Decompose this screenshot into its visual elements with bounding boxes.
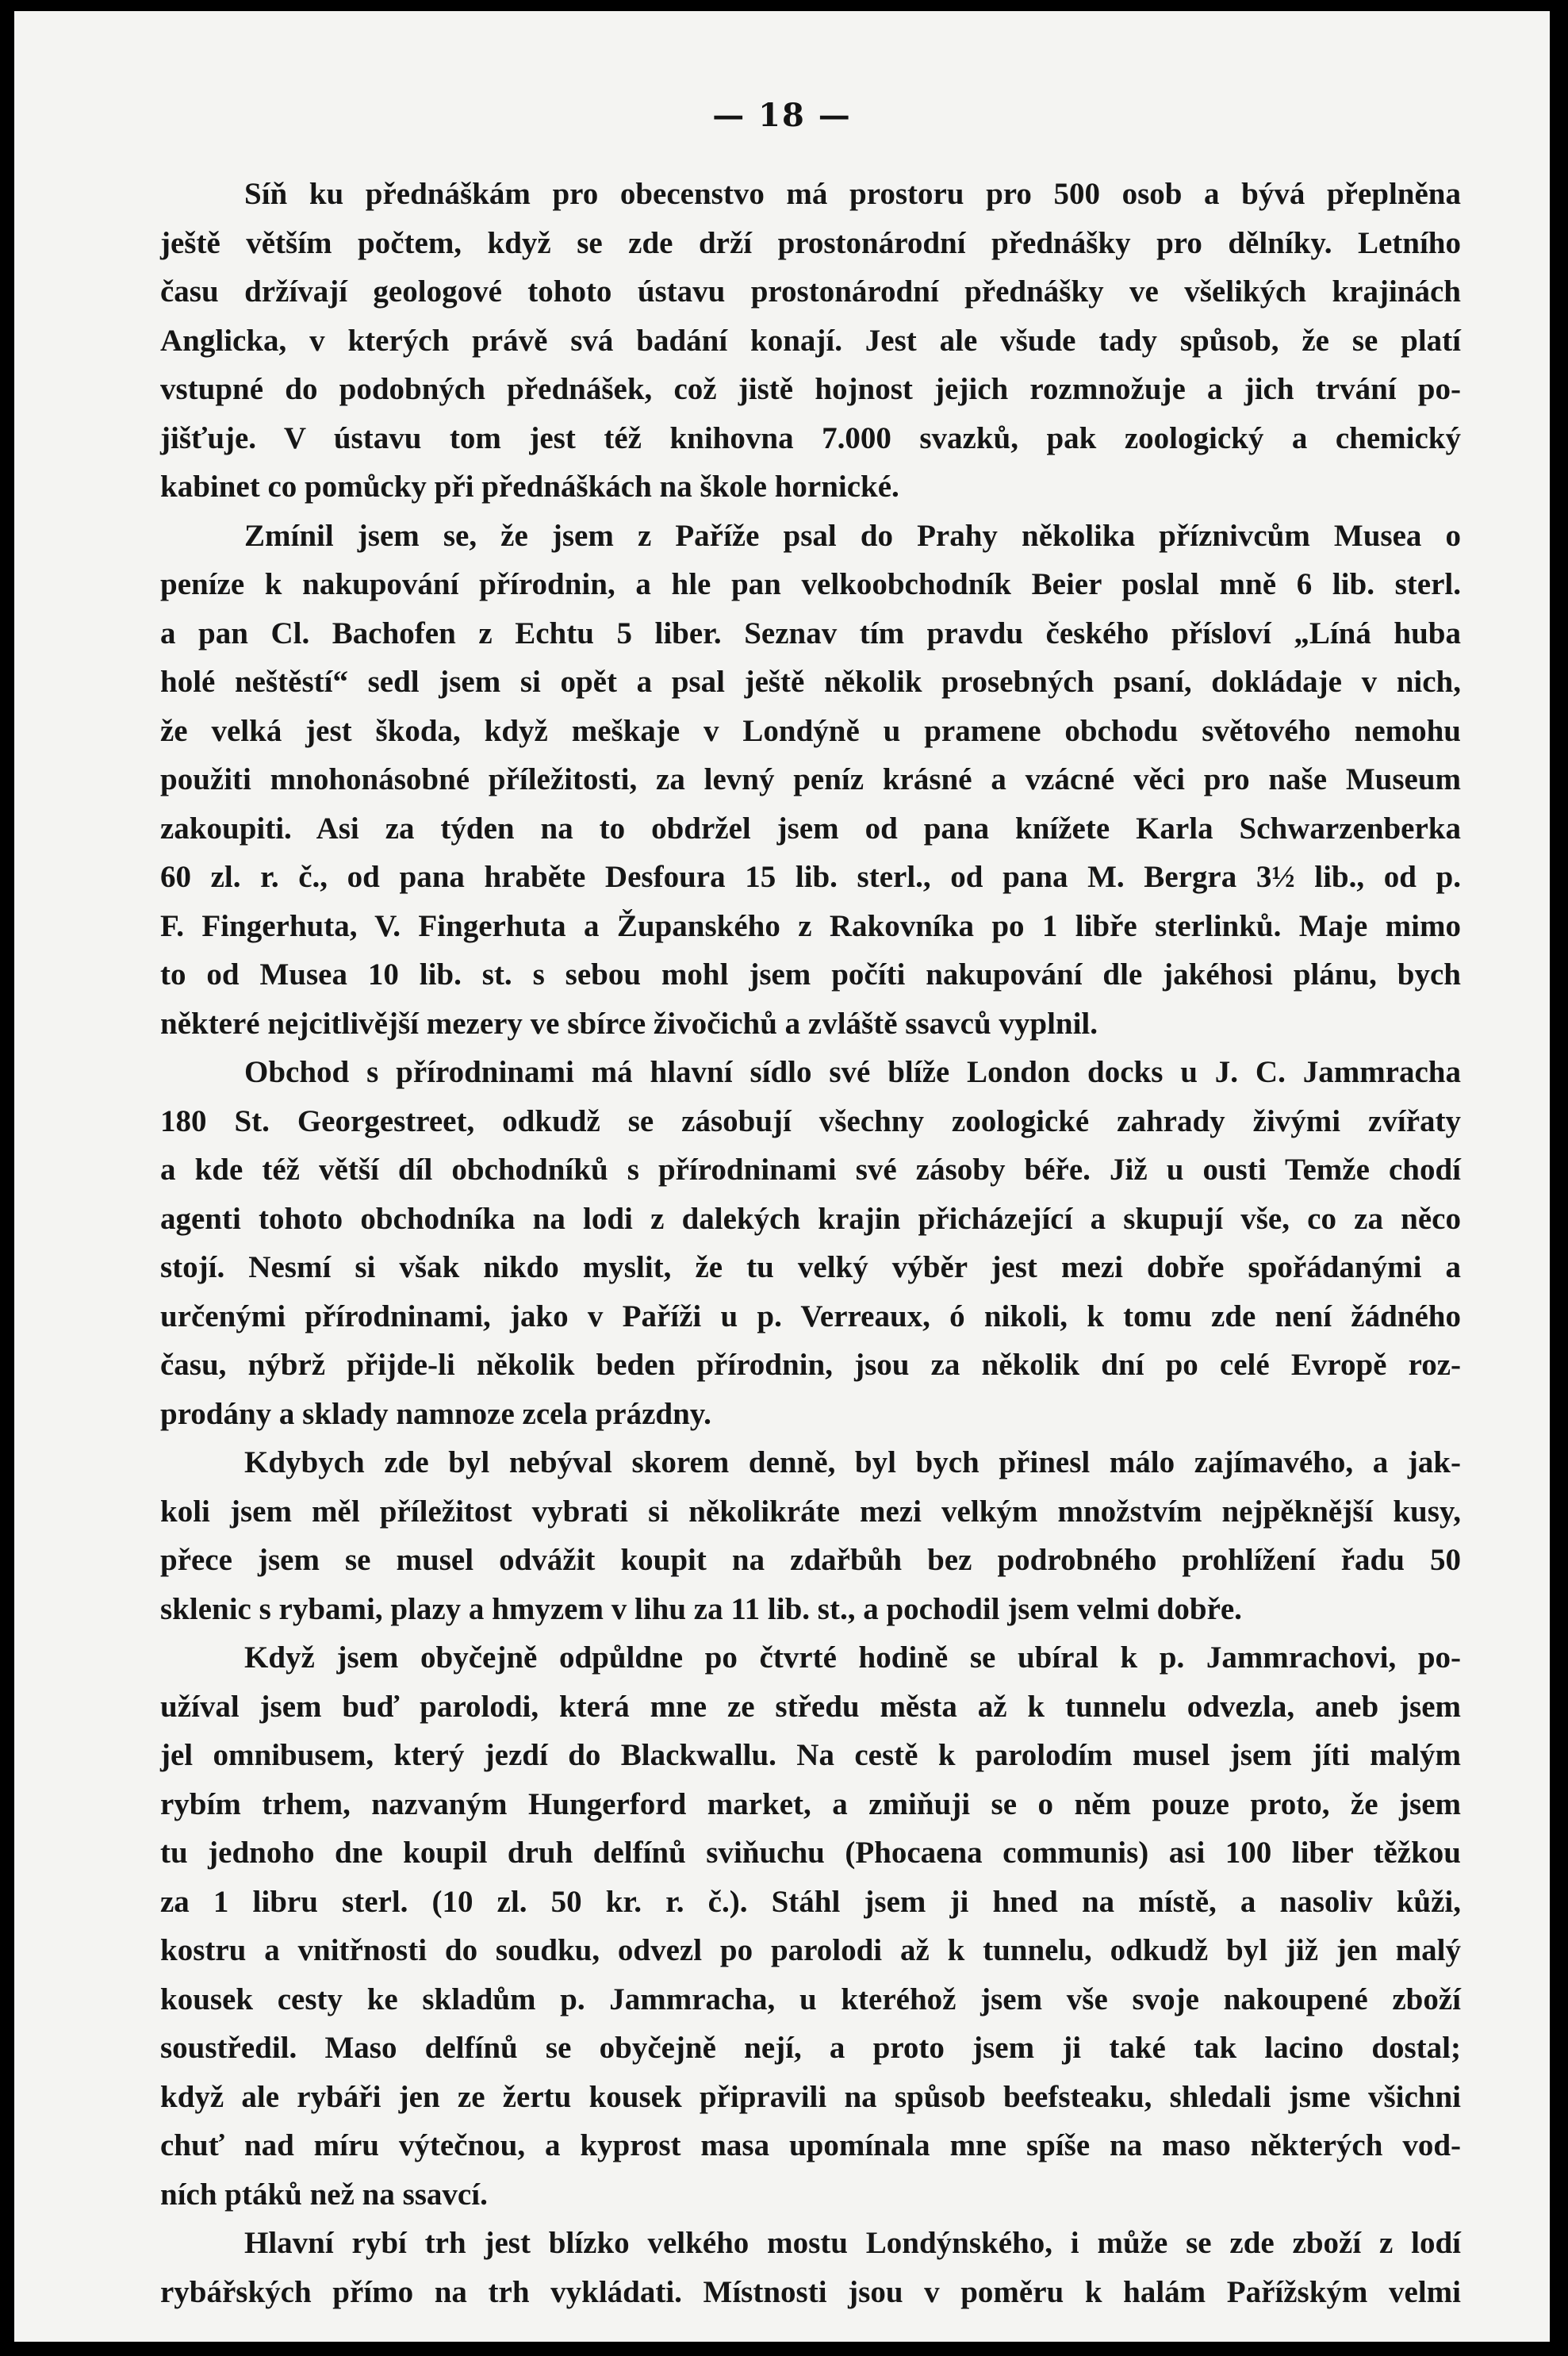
text-line: F. Fingerhuta, V. Fingerhuta a Županského z Rakovníka po 1 libře sterlinků. Maje mimo (160, 908, 1461, 943)
text-line: ních ptáků než na ssavcí. (160, 2177, 488, 2212)
text-line: Anglicka, v kterých právě svá badání konají. Jest ale všude tady spůsob, že se platí (160, 323, 1461, 358)
text-line: některé nejcitlivější mezery ve sbírce živočichů a zvláště ssavců vyplnil. (160, 1006, 1098, 1041)
text-line: sklenic s rybami, plazy a hmyzem v lihu za 11 lib. st., a pochodil jsem velmi dobře. (160, 1591, 1242, 1626)
text-line: chuť nad míru výtečnou, a kyprost masa upomínala mne spíše na maso některých vod- (160, 2128, 1461, 2162)
text-line: prodány a sklady namnoze zcela prázdny. (160, 1396, 711, 1431)
text-line: Kdybych zde byl nebýval skorem denně, byl bych přinesl málo zajímavého, a jak- (244, 1445, 1461, 1479)
text-line: a pan Cl. Bachofen z Echtu 5 liber. Seznav tím pravdu českého přísloví „Líná huba (160, 616, 1461, 650)
text-line: kabinet co pomůcky při přednáškách na škole hornické. (160, 470, 899, 504)
text-line: soustředil. Maso delfínů se obyčejně nejí, a proto jsem ji také tak lacino dostal; (160, 2031, 1461, 2065)
text-line: určenými přírodninami, jako v Paříži u p. Verreaux, ó nikoli, k tomu zde není žádného (160, 1299, 1461, 1333)
text-line: když ale rybáři jen ze žertu kousek připravili na spůsob beefsteaku, shledali jsme všichni (160, 2079, 1461, 2114)
text-line: koli jsem měl příležitost vybrati si několikráte mezi velkým množstvím nejpěknější kusy, (160, 1494, 1461, 1529)
page-number: — 18 — (712, 97, 852, 134)
text-line: použiti mnohonásobné příležitosti, za levný peníz krásné a vzácné věci pro naše Museum (160, 762, 1461, 796)
text-line: vstupné do podobných přednášek, což jistě hojnost jejich rozmnožuje a jich trvání po- (160, 372, 1461, 406)
text-line: kousek cesty ke skladům p. Jammracha, u kteréhož jsem vše svoje nakoupené zboží (160, 1982, 1461, 2016)
text-line: Zmínil jsem se, že jsem z Paříže psal do Prahy několika příznivcům Musea o (244, 518, 1461, 553)
text-line: rybím trhem, nazvaným Hungerford market, a zmiňuji se o něm pouze proto, že jsem (160, 1786, 1461, 1821)
text-line: zakoupiti. Asi za týden na to obdržel jsem od pana knížete Karla Schwarzenberka (160, 811, 1461, 846)
book-page (14, 11, 1550, 2342)
text-line: Hlavní rybí trh jest blízko velkého mostu Londýnského, i může se zde zboží z lodí (244, 2226, 1461, 2260)
text-line: holé neštěstí“ sedl jsem si opět a psal ještě několik prosebných psaní, dokládaje v nich, (160, 665, 1461, 699)
text-line: času, nýbrž přijde-li několik beden přírodnin, jsou za několik dní po celé Evropě roz- (160, 1348, 1461, 1382)
text-line: agenti tohoto obchodníka na lodi z dalekých krajin přicházející a skupují vše, co za něco (160, 1201, 1461, 1236)
text-line: jel omnibusem, který jezdí do Blackwallu. Na cestě k parolodím musel jsem jíti malým (160, 1738, 1461, 1772)
text-line: to od Musea 10 lib. st. s sebou mohl jsem počíti nakupování dle jakéhosi plánu, bych (160, 957, 1461, 992)
body-text (160, 170, 1461, 2316)
text-line: peníze k nakupování přírodnin, a hle pan velkoobchodník Beier poslal mně 6 lib. sterl. (160, 567, 1461, 601)
text-line: jišťuje. V ústavu tom jest též knihovna 7.000 svazků, pak zoologický a chemický (160, 420, 1461, 455)
text-line: že velká jest škoda, když meškaje v Londýně u pramene obchodu světového nemohu (160, 713, 1461, 748)
text-line: stojí. Nesmí si však nikdo myslit, že tu velký výběr jest mezi dobře spořádanými a (160, 1250, 1461, 1284)
text-line: za 1 libru sterl. (10 zl. 50 kr. r. č.). Stáhl jsem ji hned na místě, a nasoliv kůži, (160, 1884, 1461, 1919)
text-line: užíval jsem buď parolodi, která mne ze středu města až k tunnelu odvezla, aneb jsem (160, 1689, 1461, 1724)
text-line: rybářských přímo na trh vykládati. Místnosti jsou v poměru k halám Pařížským velmi (160, 2274, 1461, 2309)
text-line: 180 St. Georgestreet, odkudž se zásobují všechny zoologické zahrady živými zvířaty (160, 1103, 1461, 1138)
text-line: kostru a vnitřnosti do soudku, odvezl po parolodi až k tunnelu, odkudž byl již jen malý (160, 1933, 1461, 1967)
text-line: ještě větším počtem, když se zde drží prostonárodní přednášky pro dělníky. Letního (160, 225, 1461, 260)
text-line: a kde též větší díl obchodníků s přírodninami své zásoby béře. Již u ousti Temže chodí (160, 1153, 1461, 1187)
text-line: Síň ku přednáškám pro obecenstvo má prostoru pro 500 osob a bývá přeplněna (244, 177, 1461, 211)
text-line: 60 zl. r. č., od pana hraběte Desfoura 15 lib. sterl., od pana M. Bergra 3½ lib., od p. (160, 860, 1461, 894)
text-line: tu jednoho dne koupil druh delfínů sviňuchu (Phocaena communis) asi 100 liber těžkou (160, 1836, 1461, 1870)
text-line: času držívají geologové tohoto ústavu prostonárodní přednášky ve všelikých krajinách (160, 274, 1461, 309)
text-line: přece jsem se musel odvážit koupit na zdařbůh bez podrobného prohlížení řadu 50 (160, 1543, 1461, 1577)
text-line: Obchod s přírodninami má hlavní sídlo své blíže London docks u J. C. Jammracha (244, 1055, 1461, 1089)
text-line: Když jsem obyčejně odpůldne po čtvrté hodině se ubíral k p. Jammrachovi, po- (244, 1640, 1461, 1675)
